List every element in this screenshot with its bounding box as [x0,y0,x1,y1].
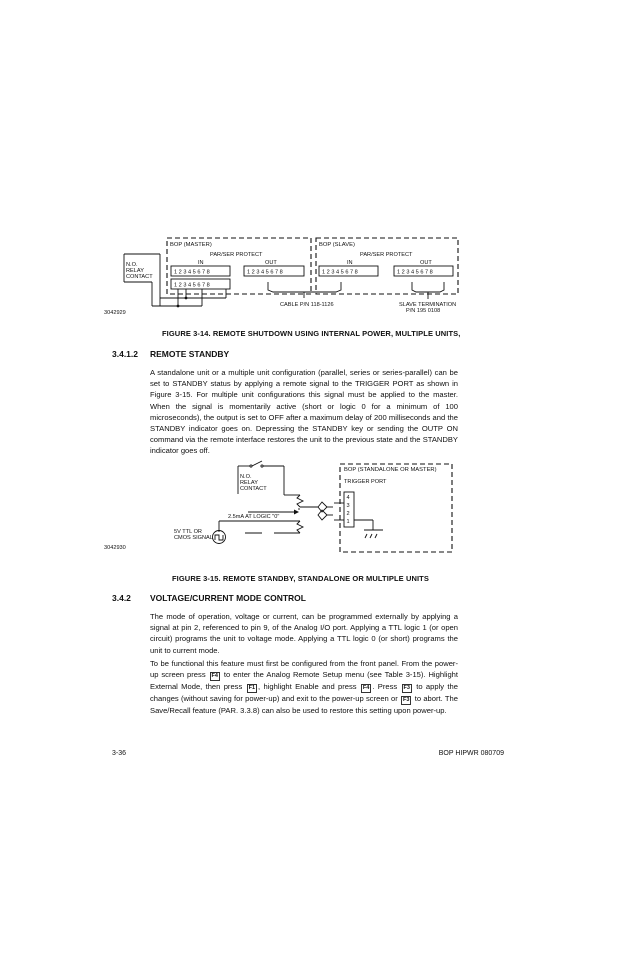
fig14-termination-label-1: SLAVE TERMINATION [399,302,457,308]
f4-key-icon: F4 [211,673,218,680]
figure-3-14-caption: FIGURE 3-14. REMOTE SHUTDOWN USING INTERNAL POWER, MULTIPLE UNITS, [162,329,461,338]
fig15-pin-2: 2 [346,511,350,517]
f1-key-icon: F1 [248,685,256,692]
para2-text-a: To be functional this feature must first be configured from the front panel. From the power-up screen press [150,659,458,680]
fig14-master-out-pins: 1 2 3 4 5 6 7 8 [247,269,283,276]
section-342-para-1: The mode of operation, voltage or current, can be programmed externally by applying a signal at pin 2, referenced to pin 9, of the Analog I/O port. Applying a TTL logic 1 (or open circuit) programs the unit to voltage mode. Applying a TTL logic 0 (or short) programs the unit to current mode. [150,612,458,655]
fig14-master-parser: PAR/SER PROTECT [210,252,263,258]
fig14-master-in-pins: 1 2 3 4 5 6 7 8 [174,269,210,276]
section-342-number: 3.4.2 [112,593,131,603]
fig14-relay-label-3: CONTACT [126,274,153,280]
fig14-master-out: OUT [265,260,277,266]
f4-key-icon-2: F4 [362,685,370,692]
fig14-master-label: BOP (MASTER) [170,242,212,248]
section-342-para-2 [150,658,458,716]
fig15-signal-source [213,531,226,544]
fig14-slave-parser: PAR/SER PROTECT [360,252,413,258]
section-3412-title: REMOTE STANDBY [150,349,230,359]
section-3412-number: 3.4.1.2 [112,349,138,359]
fig14-relay-label-2: RELAY [126,268,144,274]
fig14-slave-out: OUT [420,260,432,266]
fig14-id-label: 3042929 [104,310,126,316]
fig15-pin-4: 4 [346,495,350,501]
fig14-master-in: IN [198,260,204,266]
fig14-relay-label-1: N.O. [126,262,138,268]
fig14-termination-label-2: P/N 195 0108 [406,308,441,314]
para2-text-d: . Press [372,682,398,692]
section-342-title: VOLTAGE/CURRENT MODE CONTROL [150,593,306,603]
fig15-signal-label-1: 5V TTL OR [174,529,202,535]
section-3412-heading [112,349,412,361]
fig14-plug-pins: 1 2 3 4 5 6 7 8 [174,282,210,289]
section-342-heading [112,593,412,605]
figure-3-15-caption: FIGURE 3-15. REMOTE STANDBY, STANDALONE OR MULTIPLE UNITS [172,574,429,583]
fig14-termination-bracket [412,282,444,299]
fig14-slave-out-pins: 1 2 3 4 5 6 7 8 [397,269,433,276]
fig15-relay-label-1: N.O. [240,474,252,480]
f3-key-icon-2: F3 [403,697,410,704]
fig15-signal-label-2: CMOS SIGNAL [174,535,213,541]
f3-key-icon: F3 [403,685,410,692]
fig14-cable-bracket [268,282,341,298]
fig15-wiring [219,461,452,552]
fig15-pin-1: 1 [346,519,350,525]
para2-text-b: to enter the Analog Remote Setup menu (see Table 3-15). Highlight External Mode, then press [150,670,458,692]
fig15-relay-label-3: CONTACT [240,486,267,492]
para2-text-e: to apply the changes (without saving for power-up) and exit to the power-up screen or [150,682,458,704]
fig15-current-arrow [294,510,299,515]
fig15-current-label: 2.5mA AT LOGIC "0" [228,514,280,520]
fig14-junction-2 [185,297,188,300]
fig14-slave-label: BOP (SLAVE) [319,242,355,248]
fig15-relay-label-2: RELAY [240,480,258,486]
para2-text-c: , highlight Enable and press [258,682,357,692]
fig15-trigger-port: TRIGGER PORT [344,479,387,485]
fig15-pin-3: 3 [346,503,350,509]
fig15-id-label: 3042930 [104,545,126,551]
section-3412-body: A standalone unit or a multiple unit configuration (parallel, series or series-parallel) can be set to STANDBY status by applying a remote signal to the TRIGGER PORT as shown in Figure 3-15. For multiple unit configurations this signal must be applied to the master. When the signal is momentarily active (short or logic 0 for a minimum of 100 microseconds), the output is set to OFF after a maximum delay of 200 milliseconds and the STANDBY indicator goes on. Depressing the STANDBY key or sending the OUTP ON command via the remote interface restores the unit to the previous state and the STANDBY indicator goes off. [150,368,458,456]
fig14-slave-in-pins: 1 2 3 4 5 6 7 8 [322,269,358,276]
footer-page-number: 3-36 [112,750,127,757]
fig15-box-title: BOP (STANDALONE OR MASTER) [344,467,437,473]
fig14-junction-1 [177,305,180,308]
fig14-cable-label: CABLE P/N 118-1126 [280,302,334,308]
fig14-slave-in: IN [347,260,353,266]
footer-doc-id: BOP HIPWR 080709 [438,750,504,757]
para2-text-f: to abort. The Save/Recall feature (PAR. 3.3.8) can also be used to restore this setting upon power-up. [150,694,458,716]
